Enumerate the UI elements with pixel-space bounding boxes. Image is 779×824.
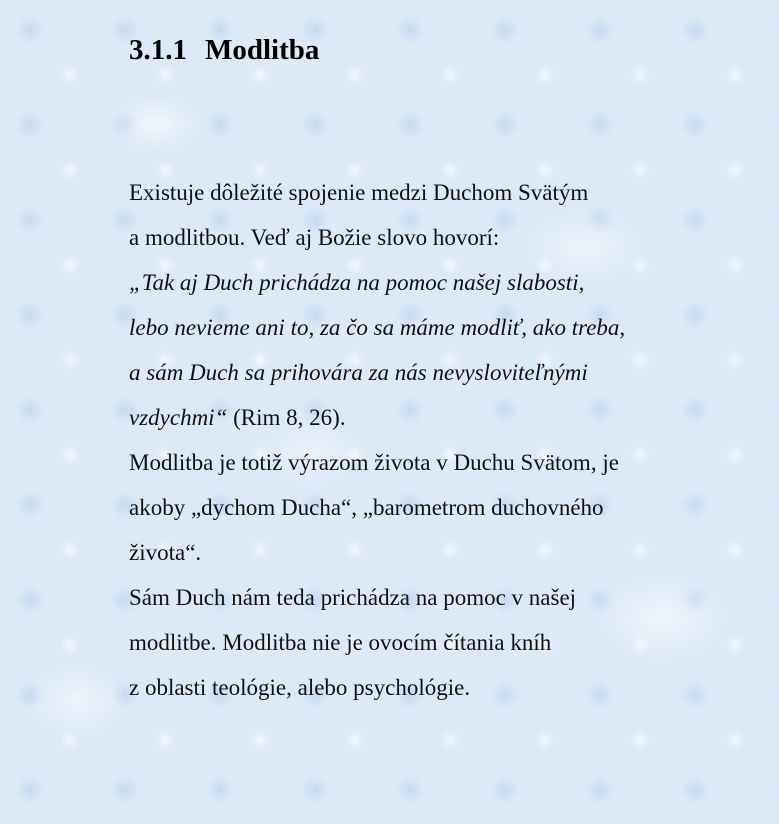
section-title: Modlitba (205, 34, 320, 66)
body-text (129, 170, 749, 710)
quote-line: „Tak aj Duch prichádza na pomoc našej slabosti, (129, 270, 585, 295)
text-line: z oblasti teológie, alebo psychológie. (129, 675, 471, 700)
quote-line-with-reference (129, 395, 749, 440)
text-line: Existuje dôležité spojenie medzi Duchom Svätým (129, 180, 589, 205)
section-number: 3.1.1 (129, 34, 187, 66)
text-line: modlitbe. Modlitba nie je ovocím čítania kníh (129, 630, 552, 655)
quote-line: a sám Duch sa prihovára za nás nevysloviteľnými (129, 360, 588, 385)
quote-end: vzdychmi“ (129, 405, 228, 430)
bible-reference: (Rim 8, 26). (227, 405, 346, 430)
text-line: akoby „dychom Ducha“, „barometrom duchovného (129, 495, 604, 520)
text-line: života“. (129, 540, 202, 565)
text-line: a modlitbou. Veď aj Božie slovo hovorí: (129, 225, 500, 250)
text-line: Modlitba je totiž výrazom života v Duchu Svätom, je (129, 450, 619, 475)
section-heading (129, 30, 319, 70)
quote-line: lebo nevieme ani to, za čo sa máme modliť, ako treba, (129, 315, 626, 340)
text-line: Sám Duch nám teda prichádza na pomoc v našej (129, 585, 577, 610)
